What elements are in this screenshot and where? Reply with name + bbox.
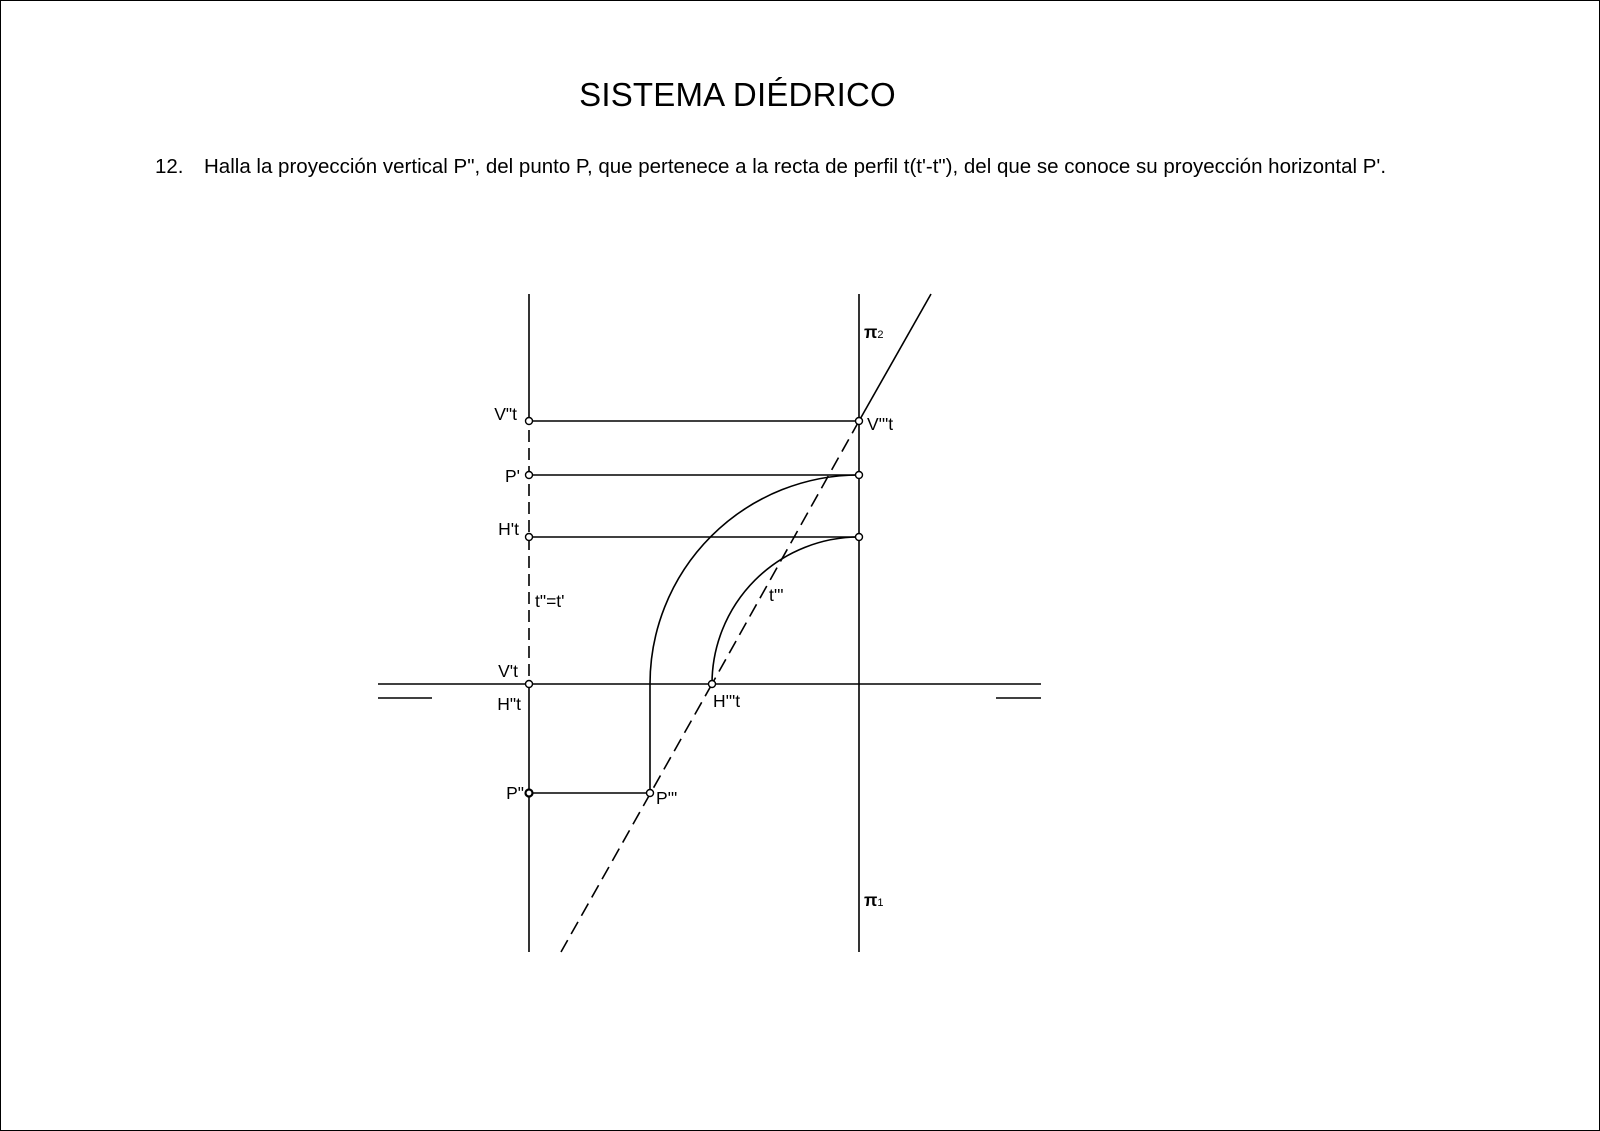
label-t3: t'": [769, 585, 784, 605]
point-h-profile: [856, 534, 863, 541]
exercise-text: Halla la proyección vertical P", del punto P, que pertenece a la recta de perfil t(t'-t"), del que se conoce su proyección horizontal P'.: [204, 155, 1387, 178]
point-p1: [526, 472, 533, 479]
label-t2-eq-t1: t"=t': [535, 591, 565, 611]
label-h3t: H'"t: [713, 691, 741, 711]
point-v1t-h2t: [526, 681, 533, 688]
label-h2t: H"t: [497, 694, 521, 714]
p-rotation-arc: [650, 475, 859, 793]
label-pi2: π2: [864, 322, 884, 342]
t3-line-solid: [859, 294, 931, 421]
page-title: SISTEMA DIÉDRICO: [579, 76, 896, 113]
t3-line-dashed-lower: [561, 684, 712, 952]
point-p3: [647, 790, 654, 797]
point-v2t: [526, 418, 533, 425]
label-v2t: V"t: [494, 404, 517, 424]
point-p2: [526, 790, 533, 797]
point-h1t: [526, 534, 533, 541]
label-h1t: H't: [498, 519, 519, 539]
label-pi1: π1: [864, 890, 884, 910]
label-p1: P': [504, 466, 520, 486]
label-p2: P": [506, 783, 524, 803]
point-p-profile: [856, 472, 863, 479]
point-h3t: [709, 681, 716, 688]
label-v3t: V'"t: [867, 414, 894, 434]
label-p3: P'": [656, 788, 678, 808]
point-v3t: [856, 418, 863, 425]
h-rotation-arc: [712, 537, 859, 684]
exercise-number: 12.: [155, 155, 184, 178]
t3-line-dashed-upper: [712, 421, 859, 684]
label-v1t: V't: [498, 661, 518, 681]
